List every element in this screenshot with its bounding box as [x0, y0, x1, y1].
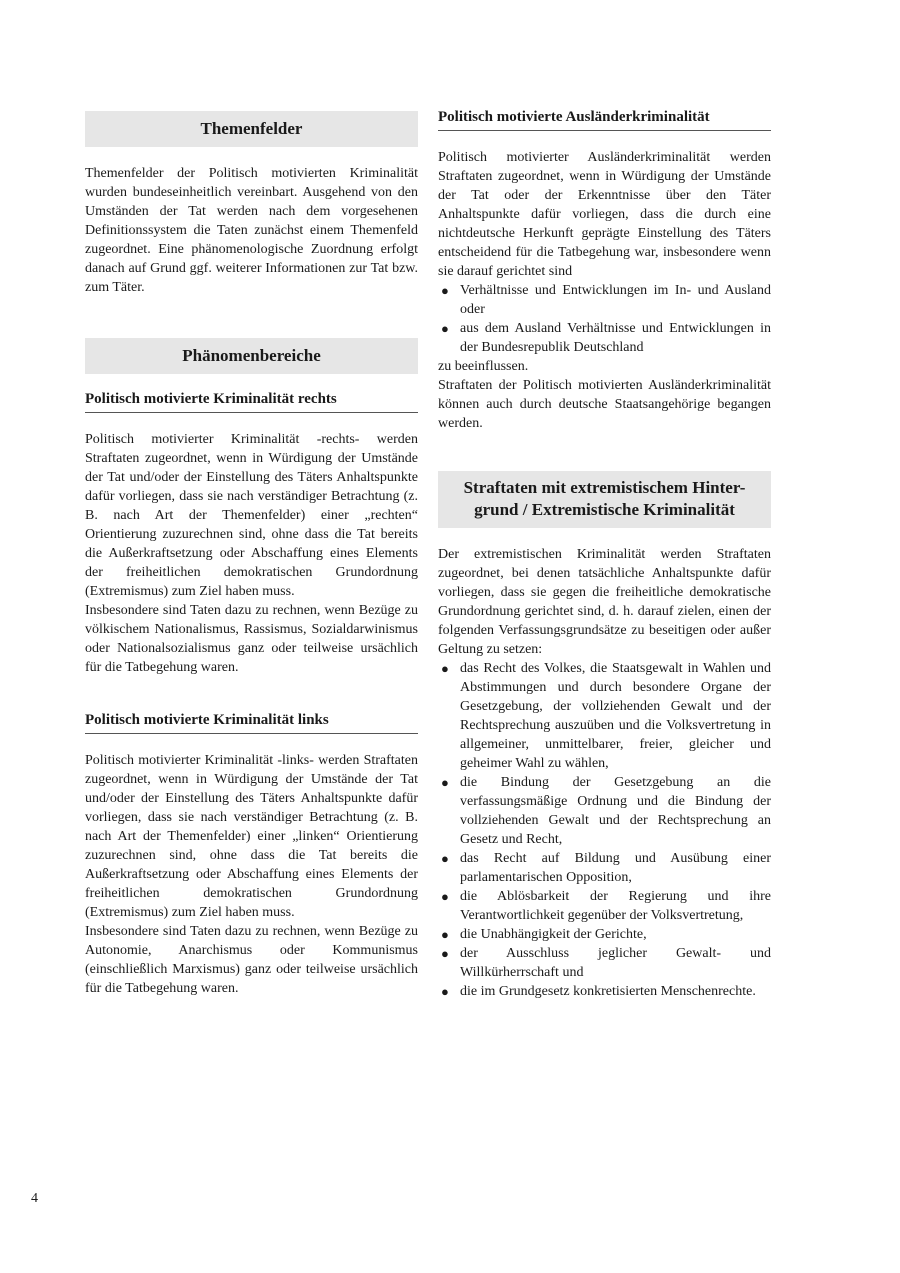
list-item	[438, 773, 771, 849]
rechts-paragraph-2: Insbesondere sind Taten dazu zu rechnen, wenn Bezüge zu völkischem Nationalismus, Rassismus, Sozialdarwinismus oder Nationalsozialismus ganz oder teilweise ursächlich für die Tatbegehung waren.	[85, 603, 418, 675]
section-heading-line-1: Straftaten mit extremistischem Hinter-	[463, 478, 746, 497]
section-themenfelder	[85, 111, 418, 297]
section-extremismus	[438, 471, 771, 1001]
list-item-text: die Unabhängigkeit der Gerichte,	[460, 927, 647, 942]
bullet-icon: ●	[441, 661, 449, 676]
list-item	[438, 849, 771, 887]
subsection-links	[85, 711, 418, 998]
subsection-auslaender	[438, 108, 771, 433]
page-number: 4	[31, 1191, 38, 1206]
list-item-text: das Recht des Volkes, die Staatsgewalt in Wahlen und Abstimmungen und durch besondere Organe der Gesetzgebung, der vollziehenden Gewalt und der Rechtsprechung auszuüben und die Volksvertretung in allgemeiner, unmittelbarer, freier, gleicher und geheimer Wahl zu wählen,	[460, 661, 771, 771]
links-paragraph-2: Insbesondere sind Taten dazu zu rechnen, wenn Bezüge zu Autonomie, Anarchismus oder Kommunismus (einschließlich Marxismus) ganz oder teilweise ursächlich für die Tatbegehung waren.	[85, 924, 418, 996]
section-heading-phaenomenbereiche: Phänomenbereiche	[85, 338, 418, 374]
section-heading-extremismus	[438, 471, 771, 528]
list-item-text: der Ausschluss jeglicher Gewalt- und Willkürherrschaft und	[460, 946, 771, 980]
list-item	[438, 281, 771, 319]
section-heading-line-2: grund / Extremistische Kriminalität	[474, 500, 735, 519]
bullet-icon: ●	[441, 946, 449, 961]
rechts-paragraph-1: Politisch motivierter Kriminalität -rechts- werden Straftaten zugeordnet, wenn in Würdigung der Umstände der Tat und/oder der Einstellung des Täters Anhaltspunkte dafür vorliegen, dass sie nach verständiger Betrachtung (z. B. nach Art der Themenfelder) einer „rechten“ Orientierung zuzurechnen sind, ohne dass die Tat bereits die Außerkraftsetzung oder Abschaffung eines Elements der freiheitlichen demokratischen Grundordnung (Extremismus) zum Ziel haben muss.	[85, 432, 418, 599]
bullet-icon: ●	[441, 851, 449, 866]
bullet-icon: ●	[441, 984, 449, 999]
auslaender-bullet-list	[438, 281, 771, 357]
bullet-icon: ●	[441, 283, 449, 298]
bullet-icon: ●	[441, 321, 449, 336]
auslaender-after-bullets: zu beeinflussen.	[438, 359, 529, 374]
bullet-icon: ●	[441, 775, 449, 790]
section-heading-themenfelder: Themenfelder	[85, 111, 418, 147]
themenfelder-paragraph: Themenfelder der Politisch motivierten Kriminalität wurden bundeseinheitlich vereinbart. Ausgehend von den Umständen der Tat werden nach dem vorgesehenen Definitionssystem die Taten zunächst einem Themenfeld zugeordnet. Eine phänomenologische Zuordnung erfolgt danach auf Grund ggf. weiterer Informationen zur Tat bzw. zum Täter.	[85, 166, 418, 295]
subheading-links: Politisch motivierte Kriminalität links	[85, 711, 418, 734]
list-item-text: Verhältnisse und Entwicklungen im In- und Ausland oder	[460, 283, 771, 317]
list-item	[438, 319, 771, 357]
list-item	[438, 944, 771, 982]
list-item-text: die Ablösbarkeit der Regierung und ihre Verantwortlichkeit gegenüber der Volksvertretung,	[460, 889, 771, 923]
extremismus-intro: Der extremistischen Kriminalität werden Straftaten zugeordnet, bei denen tatsächliche Anhaltspunkte dafür vorliegen, dass sie gegen die freiheitliche demokratische Grundordnung gerichtet sind, d. h. darauf zielen, einen der folgenden Verfassungsgrundsätze zu beseitigen oder außer Geltung zu setzen:	[438, 547, 771, 657]
subheading-rechts: Politisch motivierte Kriminalität rechts	[85, 390, 418, 413]
bullet-icon: ●	[441, 889, 449, 904]
list-item	[438, 887, 771, 925]
links-paragraph-1: Politisch motivierter Kriminalität -links- werden Straftaten zugeordnet, wenn in Würdigung der Umstände der Tat und/oder der Einstellung des Täters Anhaltspunkte dafür vorliegen, dass sie nach verständiger Betrachtung (z. B. nach Art der Themenfelder) einer „linken“ Orientierung zuzurechnen sind, ohne dass die Tat bereits die Außerkraftsetzung oder Abschaffung eines Elements der freiheitlichen demokratischen Grundordnung (Extremismus) zum Ziel haben muss.	[85, 753, 418, 920]
list-item	[438, 982, 771, 1001]
list-item	[438, 659, 771, 773]
list-item-text: die Bindung der Gesetzgebung an die verfassungsmäßige Ordnung und die Bindung der vollziehenden Gewalt und der Rechtsprechung an Gesetz und Recht,	[460, 775, 771, 847]
list-item-text: das Recht auf Bildung und Ausübung einer parlamentarischen Opposition,	[460, 851, 771, 885]
section-phaenomenbereiche	[85, 338, 418, 374]
auslaender-intro: Politisch motivierter Ausländerkriminalität werden Straftaten zugeordnet, wenn in Würdigung der Umstände der Tat oder der Erkenntnisse über den Täter Anhaltspunkte dafür vorliegen, dass die durch eine nichtdeutsche Herkunft geprägte Einstellung des Täters entscheidend für die Tatbegehung war, insbesondere wenn sie darauf gerichtet sind	[438, 150, 771, 279]
auslaender-closing: Straftaten der Politisch motivierten Ausländerkriminalität können auch durch deutsche Staatsangehörige begangen werden.	[438, 378, 771, 431]
list-item-text: die im Grundgesetz konkretisierten Menschenrechte.	[460, 984, 756, 999]
list-item	[438, 925, 771, 944]
bullet-icon: ●	[441, 927, 449, 942]
list-item-text: aus dem Ausland Verhältnisse und Entwicklungen in der Bundesrepublik Deutschland	[460, 321, 771, 355]
subsection-rechts	[85, 390, 418, 677]
extremismus-bullet-list	[438, 659, 771, 1001]
subheading-auslaender: Politisch motivierte Ausländerkriminalität	[438, 108, 771, 131]
